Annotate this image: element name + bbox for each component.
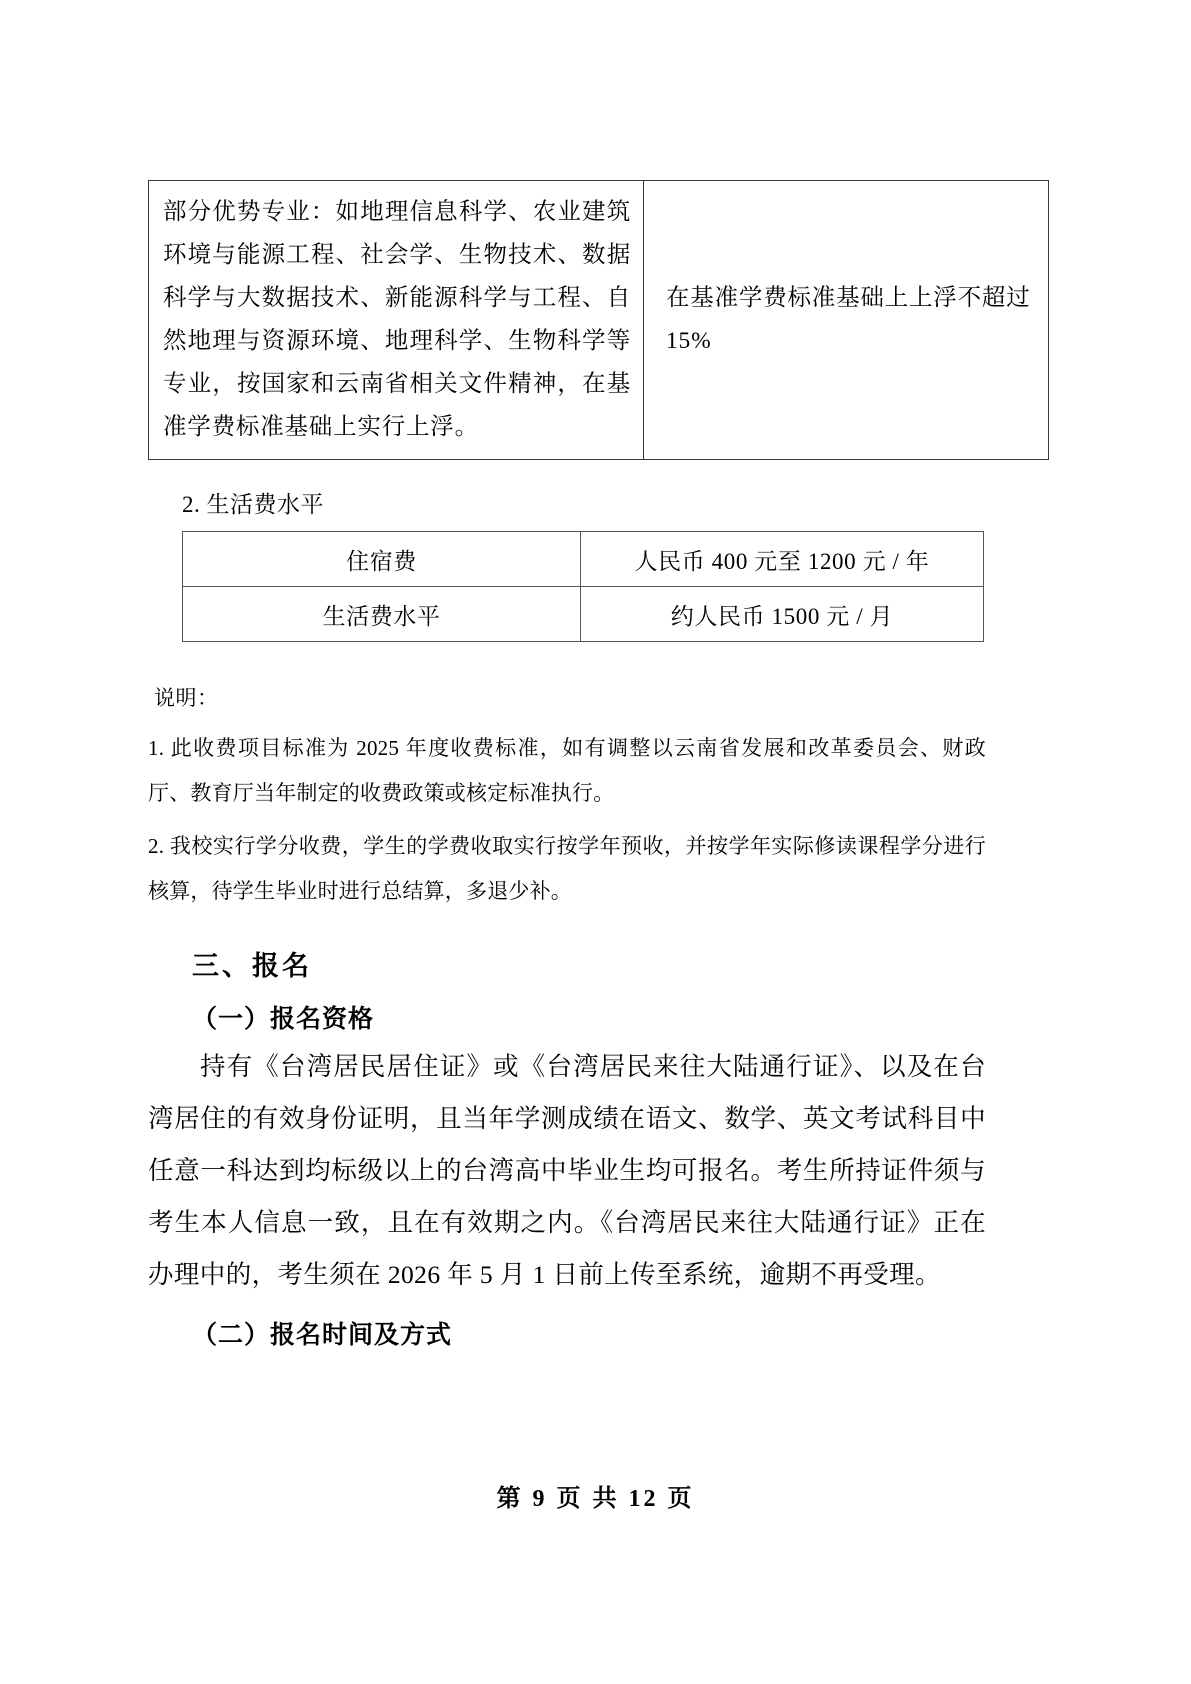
living-cost-label: 生活费水平	[183, 587, 581, 642]
subsection-heading-two: （二）报名时间及方式	[192, 1320, 453, 1349]
living-cost-heading: 2. 生活费水平	[182, 492, 324, 517]
page-footer: 第 9 页 共 12 页	[496, 1486, 695, 1512]
tuition-table	[148, 180, 1049, 460]
living-cost-value: 约人民币 1500 元 / 月	[581, 587, 984, 642]
notes-title: 说明：	[154, 686, 219, 710]
living-cost-table	[182, 531, 984, 642]
table-row	[183, 587, 984, 642]
section-heading-three: 三、报名	[192, 951, 312, 982]
accommodation-fee-value: 人民币 400 元至 1200 元 / 年	[581, 532, 984, 587]
table-row	[183, 532, 984, 587]
eligibility-paragraph: 持有《台湾居民居住证》或《台湾居民来往大陆通行证》、以及在台湾居住的有效身份证明，且当年学测成绩在语文、数学、英文考试科目中任意一科达到均标级以上的台湾高中毕业生均可报名。考生所持证件须与考生本人信息一致，且在有效期之内。《台湾居民来往大陆通行证》正在办理中的，考生须在 2026 年 5 月 1 日前上传至系统，逾期不再受理。	[148, 1052, 986, 1289]
tuition-majors-cell: 部分优势专业：如地理信息科学、农业建筑环境与能源工程、社会学、生物技术、数据科学与大数据技术、新能源科学与工程、自然地理与资源环境、地理科学、生物科学等专业，按国家和云南省相关文件精神，在基准学费标准基础上实行上浮。	[149, 181, 644, 460]
subsection-heading-one: （一）报名资格	[192, 1004, 375, 1033]
tuition-rate-cell: 在基准学费标准基础上上浮不超过 15%	[644, 181, 1049, 460]
table-row	[149, 181, 1049, 460]
note-item-2: 2. 我校实行学分收费，学生的学费收取实行按学年预收，并按学年实际修读课程学分进行核算，待学生毕业时进行总结算，多退少补。	[148, 834, 986, 903]
accommodation-fee-label: 住宿费	[183, 532, 581, 587]
note-item-1: 1. 此收费项目标准为 2025 年度收费标准，如有调整以云南省发展和改革委员会、财政厅、教育厅当年制定的收费政策或核定标准执行。	[148, 736, 986, 805]
page-content	[148, 180, 1031, 1357]
